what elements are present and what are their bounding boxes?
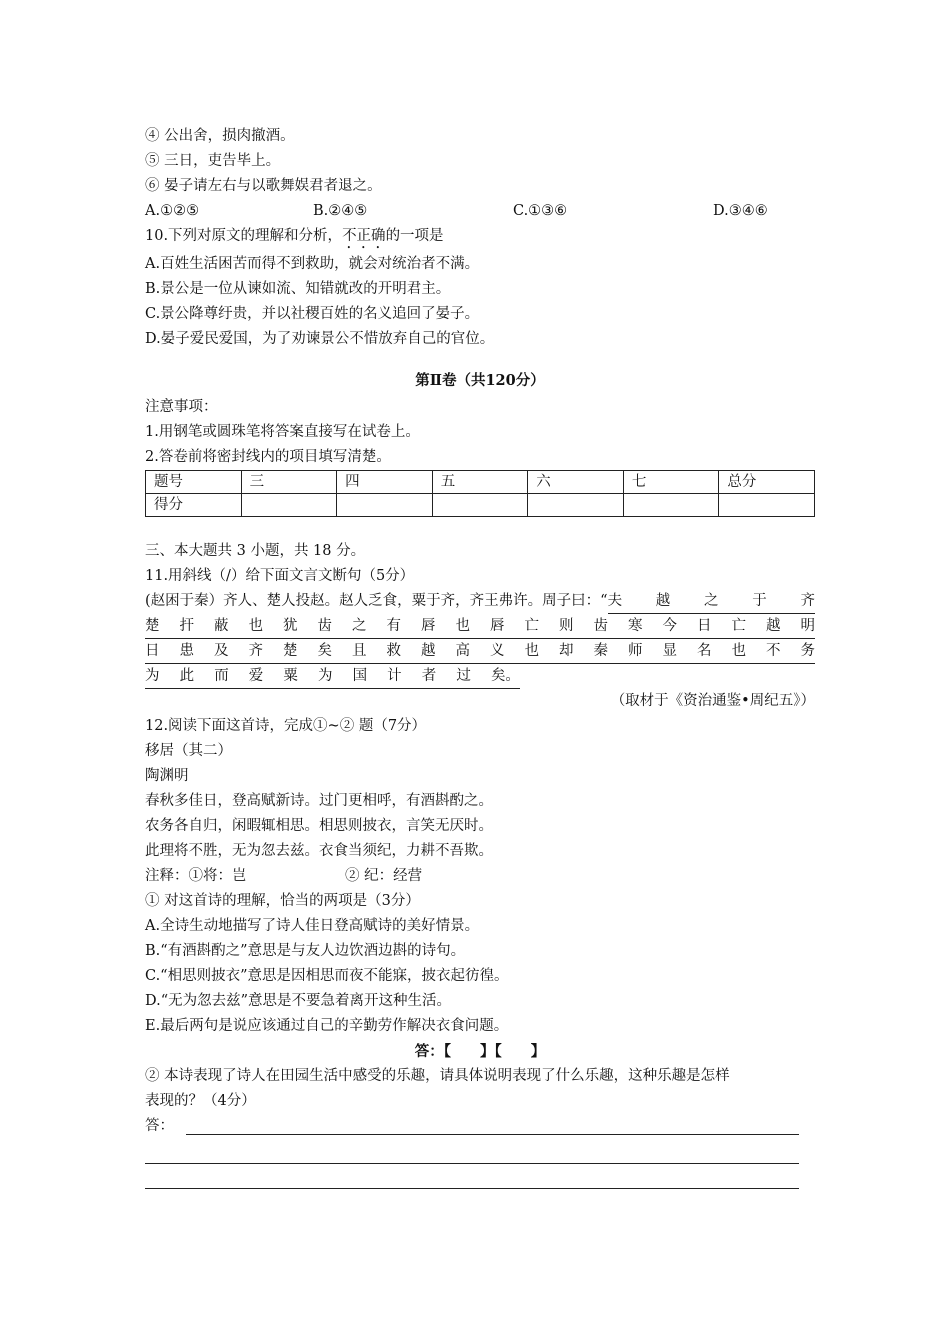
poem-author: 陶渊明 bbox=[145, 768, 189, 784]
poem-line: 农务各自归，闲暇辄相思。相思则披衣，言笑无厌时。 bbox=[145, 818, 493, 834]
exam-page bbox=[145, 124, 815, 1189]
q9-choice-c: C.①③⑥ bbox=[513, 203, 568, 219]
sub2-stem-1: ② 本诗表现了诗人在田园生活中感受的乐趣，请具体说明表现了什么乐趣，这种乐趣是怎样 bbox=[145, 1068, 730, 1084]
passage-char: 日 bbox=[145, 643, 160, 659]
passage-char: 齐 bbox=[800, 593, 815, 609]
sub1-answer[interactable]: 答：【 】【 】 bbox=[414, 1043, 546, 1060]
options-list bbox=[145, 124, 815, 199]
passage-char: 蔽 bbox=[214, 618, 229, 634]
passage-char: 务 bbox=[800, 643, 815, 659]
passage-char: 矣 bbox=[317, 643, 332, 659]
passage-char: 亡 bbox=[524, 618, 539, 634]
passage-char: 不 bbox=[766, 643, 781, 659]
q10-choice-c: C.景公降尊纡贵，并以社稷百姓的名义追回了晏子。 bbox=[145, 306, 480, 322]
passage-char: 夫 bbox=[607, 593, 623, 609]
q11-intro: (赵困于秦）齐人、楚人投赵。赵人乏食，粟于齐，齐王弗许。周子曰：“ bbox=[145, 593, 608, 609]
passage-char: 于 bbox=[752, 593, 767, 609]
passage-char: 矣。 bbox=[490, 668, 520, 684]
note-1: 注释：①将：岂 bbox=[145, 868, 247, 884]
passage-char: 也 bbox=[731, 643, 746, 659]
option-4: ④ 公出舍，损肉撤酒。 bbox=[145, 128, 295, 144]
q10-choice-d: D.晏子爱民爱国，为了劝谏景公不惜放弃自己的官位。 bbox=[145, 331, 495, 347]
notice-title: 注意事项： bbox=[145, 399, 218, 415]
q9-choices bbox=[145, 199, 815, 224]
q11-passage-line bbox=[145, 639, 815, 664]
answer-blank[interactable] bbox=[145, 1139, 799, 1164]
passage-char: 救 bbox=[386, 643, 401, 659]
passage-char: 扞 bbox=[179, 618, 194, 634]
passage-char: 为 bbox=[145, 668, 160, 684]
q9-choice-b: B.②④⑤ bbox=[313, 203, 368, 219]
passage-char: 却 bbox=[559, 643, 574, 659]
passage-char: 而 bbox=[214, 668, 229, 684]
q11-passage-last-line bbox=[145, 664, 520, 689]
score-cell[interactable] bbox=[337, 494, 433, 517]
score-header-cell: 总分 bbox=[719, 471, 815, 494]
q12-stem: 12.阅读下面这首诗，完成①~② 题（7分） bbox=[145, 718, 427, 734]
score-table-header bbox=[146, 471, 815, 494]
passage-char: 高 bbox=[455, 643, 470, 659]
passage-char: 唇 bbox=[421, 618, 436, 634]
passage-char: 也 bbox=[455, 618, 470, 634]
passage-char: 齐 bbox=[248, 643, 263, 659]
passage-char: 且 bbox=[352, 643, 367, 659]
passage-char: 名 bbox=[697, 643, 712, 659]
poem-notes bbox=[145, 864, 815, 889]
note-2: ② 纪：经营 bbox=[345, 868, 423, 884]
q9-choice-d: D.③④⑥ bbox=[713, 203, 768, 219]
option-6: ⑥ 晏子请左右与以歌舞娱君者退之。 bbox=[145, 178, 382, 194]
passage-char: 楚 bbox=[283, 643, 298, 659]
sub1-choice-e: E.最后两句是说应该通过自己的辛勤劳作解决衣食问题。 bbox=[145, 1018, 509, 1034]
passage-char: 过 bbox=[456, 668, 471, 684]
notice-2: 2.答卷前将密封线内的项目填写清楚。 bbox=[145, 449, 391, 465]
q10-choice-b: B.景公是一位从谏如流、知错就改的开明君主。 bbox=[145, 281, 451, 297]
answer-label: 答： bbox=[145, 1118, 174, 1134]
notice-1: 1.用钢笔或圆珠笔将答案直接写在试卷上。 bbox=[145, 424, 420, 440]
passage-char: 此 bbox=[179, 668, 195, 684]
passage-char: 为 bbox=[317, 668, 333, 684]
score-cell[interactable] bbox=[528, 494, 624, 517]
q10-choice-a: A.百姓生活困苦而得不到救助，就会对统治者不满。 bbox=[145, 256, 480, 272]
passage-char: 国 bbox=[352, 668, 368, 684]
passage-char: 义 bbox=[490, 643, 505, 659]
score-cell[interactable] bbox=[432, 494, 528, 517]
q10-emphasis: 不正确 bbox=[342, 228, 386, 244]
section3-heading: 三、本大题共 3 小题，共 18 分。 bbox=[145, 543, 366, 559]
passage-char: 明 bbox=[800, 618, 815, 634]
passage-char: 越 bbox=[655, 593, 671, 609]
q10-stem-text: 10.下列对原文的理解和分析， bbox=[145, 228, 343, 244]
q11-first-line bbox=[145, 589, 815, 614]
score-table bbox=[145, 470, 815, 517]
q10-stem bbox=[145, 224, 815, 252]
option-5: ⑤ 三日，吏告毕上。 bbox=[145, 153, 281, 169]
passage-char: 犹 bbox=[283, 618, 298, 634]
score-cell[interactable] bbox=[623, 494, 719, 517]
q11-stem: 11.用斜线（/）给下面文言文断句（5分） bbox=[145, 568, 415, 584]
passage-char: 齿 bbox=[317, 618, 332, 634]
passage-char: 楚 bbox=[145, 618, 160, 634]
poem-title: 移居（其二） bbox=[145, 743, 232, 759]
poem-line: 春秋多佳日，登高赋新诗。过门更相呼，有酒斟酌之。 bbox=[145, 793, 493, 809]
passage-char: 显 bbox=[662, 643, 677, 659]
passage-char: 有 bbox=[386, 618, 401, 634]
score-header-cell: 题号 bbox=[146, 471, 242, 494]
q11-source: （取材于《资治通鉴•周纪五》） bbox=[610, 693, 815, 709]
score-header-cell: 三 bbox=[241, 471, 337, 494]
score-cell[interactable] bbox=[719, 494, 815, 517]
poem-line: 此理将不胜，无为忽去兹。衣食当须纪，力耕不吾欺。 bbox=[145, 843, 493, 859]
q9-choice-a: A.①②⑤ bbox=[145, 203, 200, 219]
sub1-choice-c: C.“相思则披衣”意思是因相思而夜不能寐，披衣起彷徨。 bbox=[145, 968, 509, 984]
passage-char: 粟 bbox=[283, 668, 298, 684]
passage-char: 之 bbox=[352, 618, 367, 634]
passage-char: 越 bbox=[766, 618, 781, 634]
passage-char: 及 bbox=[214, 643, 229, 659]
passage-char: 日 bbox=[697, 618, 712, 634]
score-header-cell: 六 bbox=[528, 471, 624, 494]
answer-blank[interactable] bbox=[186, 1114, 799, 1135]
score-header-cell: 四 bbox=[337, 471, 433, 494]
sub1-choice-d: D.“无为忽去兹”意思是不要急着离开这种生活。 bbox=[145, 993, 452, 1009]
passage-char: 计 bbox=[387, 668, 402, 684]
passage-char: 唇 bbox=[490, 618, 505, 634]
passage-char: 今 bbox=[662, 618, 677, 634]
passage-char: 亡 bbox=[731, 618, 746, 634]
passage-char: 爱 bbox=[248, 668, 264, 684]
passage-char: 之 bbox=[704, 593, 719, 609]
q11-passage-start bbox=[608, 589, 815, 614]
sub1-choice-a: A.全诗生动地描写了诗人佳日登高赋诗的美好情景。 bbox=[145, 918, 480, 934]
passage-char: 越 bbox=[421, 643, 436, 659]
score-row-label: 得分 bbox=[146, 494, 242, 517]
passage-char: 也 bbox=[524, 643, 539, 659]
answer-line[interactable] bbox=[145, 1114, 815, 1139]
sub1-stem: ① 对这首诗的理解，恰当的两项是（3分） bbox=[145, 893, 420, 909]
passage-char: 寒 bbox=[628, 618, 643, 634]
part2-title: 第Ⅱ卷（共120分） bbox=[415, 372, 545, 389]
passage-char: 则 bbox=[559, 618, 574, 634]
q10-stem-tail: 的一项是 bbox=[385, 228, 444, 244]
passage-char: 师 bbox=[628, 643, 643, 659]
passage-char: 秦 bbox=[593, 643, 608, 659]
score-table-row bbox=[146, 494, 815, 517]
passage-char: 齿 bbox=[593, 618, 608, 634]
passage-char: 患 bbox=[179, 643, 194, 659]
score-header-cell: 五 bbox=[432, 471, 528, 494]
q11-passage-line bbox=[145, 614, 815, 639]
answer-blank[interactable] bbox=[145, 1164, 799, 1189]
passage-char: 也 bbox=[248, 618, 263, 634]
sub1-choice-b: B.“有酒斟酌之”意思是与友人边饮酒边斟的诗句。 bbox=[145, 943, 466, 959]
score-cell[interactable] bbox=[241, 494, 337, 517]
passage-char: 者 bbox=[421, 668, 437, 684]
sub2-stem-2: 表现的？（4分） bbox=[145, 1093, 256, 1109]
score-header-cell: 七 bbox=[623, 471, 719, 494]
